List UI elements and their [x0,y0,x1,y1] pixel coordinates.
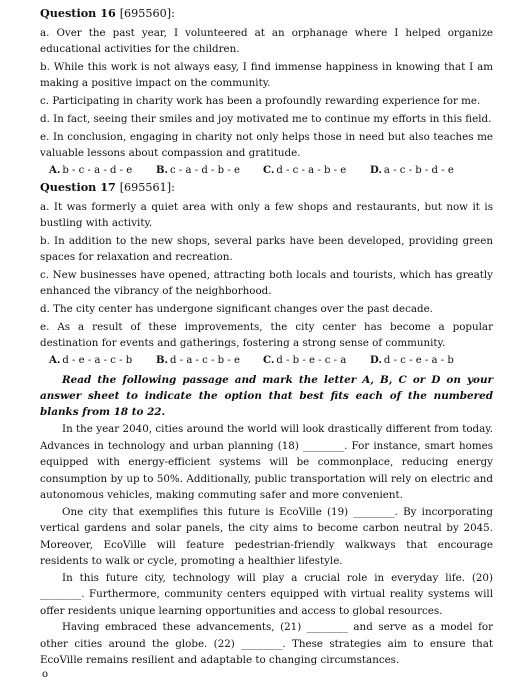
option-text: d - b - e - c - a [276,355,347,366]
q17-sentence-e: e. As a result of these improvements, the city center has become a popular destination for events and gatherings, fostering a strong sense of community. [40,321,493,349]
option-text: c - a - d - b - e [170,165,240,176]
option-letter: B. [156,165,169,176]
q17-option-c[interactable] [263,353,370,368]
option-text: d - a - c - b - e [170,355,240,366]
passage-paragraph-3: In this future city, technology will play a crucial role in everyday life. (20) ________. Furthermore, community centers equipped with virtual reality systems will offer residents unique learning opportunities and access to global resources. [40,571,493,617]
q16-option-b[interactable] [156,163,263,178]
question-16-label: Question 16 [40,6,116,20]
q16-sentence-a: a. Over the past year, I volunteered at an orphanage where I helped organize educational activities for the children. [40,27,493,55]
question-17-label: Question 17 [40,180,116,194]
option-text: b - c - a - d - e [62,165,133,176]
q17-option-d[interactable] [370,353,477,368]
option-letter: C. [263,355,275,366]
q17-options [40,353,493,368]
q17-sentence-a: a. It was formerly a quiet area with only a few shops and restaurants, but now it is bustling with activity. [40,201,493,229]
option-letter: D. [370,165,382,176]
option-text: d - c - a - b - e [276,165,347,176]
passage-paragraph-2: One city that exemplifies this future is EcoVille (19) ________. By incorporating vertical gardens and solar panels, the city aims to become carbon neutral by 2045. Moreover, EcoVille will feature pedestrian-friendly walkways that encourage residents to walk or cycle, promoting a healthier lifestyle. [40,505,493,567]
passage-paragraph-1: In the year 2040, cities around the world will look drastically different from today. Advances in technology and urban planning (18) ________. For instance, smart homes equipped with energy-efficient systems will be commonplace, reducing energy consumption by up to 50%. Additionally, public transportation will rely on electric and autonomous vehicles, making commuting safer and more convenient. [40,423,493,501]
q17-sentence-b: b. In addition to the new shops, several parks have been developed, providing green spaces for relaxation and recreation. [40,235,493,263]
q17-sentence-c: c. New businesses have opened, attracting both locals and tourists, which has greatly enhanced the vibrancy of the neighborhood. [40,269,493,297]
option-text: d - c - e - a - b [383,355,454,366]
q16-options [40,163,493,178]
question-16-id: [695560]: [119,7,175,20]
question-17-id: [695561]: [119,181,175,194]
question-17-title [40,180,493,195]
option-letter: B. [156,355,169,366]
q16-sentence-d: d. In fact, seeing their smiles and joy motivated me to continue my efforts in this field. [40,113,492,125]
q16-sentence-b: b. While this work is not always easy, I find immense happiness in knowing that I am making a positive impact on the community. [40,61,493,89]
q16-sentence-c: c. Participating in charity work has been a profoundly rewarding experience for me. [40,95,481,107]
option-letter: A. [49,355,61,366]
q17-sentence-d: d. The city center has undergone significant changes over the past decade. [40,303,433,315]
option-letter: A. [49,165,61,176]
reading-instruction: Read the following passage and mark the letter A, B, C or D on your answer sheet to indicate the option that best fits each of the numbered blanks from 18 to 22. [40,374,493,418]
option-text: d - e - a - c - b [62,355,133,366]
q16-option-d[interactable] [370,163,477,178]
option-text: a - c - b - d - e [383,165,454,176]
q17-option-b[interactable] [156,353,263,368]
option-letter: D. [370,355,382,366]
question-16-title [40,6,493,21]
passage-paragraph-4: Having embraced these advancements, (21) ________ and serve as a model for other cities around the globe. (22) ________. These strategies aim to ensure that EcoVille remains resilient and adaptable to changing circumstances. [40,621,493,666]
option-letter: C. [263,165,275,176]
q16-sentence-e: e. In conclusion, engaging in charity not only helps those in need but also teaches me valuable lessons about compassion and gratitude. [40,131,493,159]
page-cutoff-mark: o [42,668,49,680]
q17-option-a[interactable] [49,353,156,368]
q16-option-c[interactable] [263,163,370,178]
q16-option-a[interactable] [49,163,156,178]
